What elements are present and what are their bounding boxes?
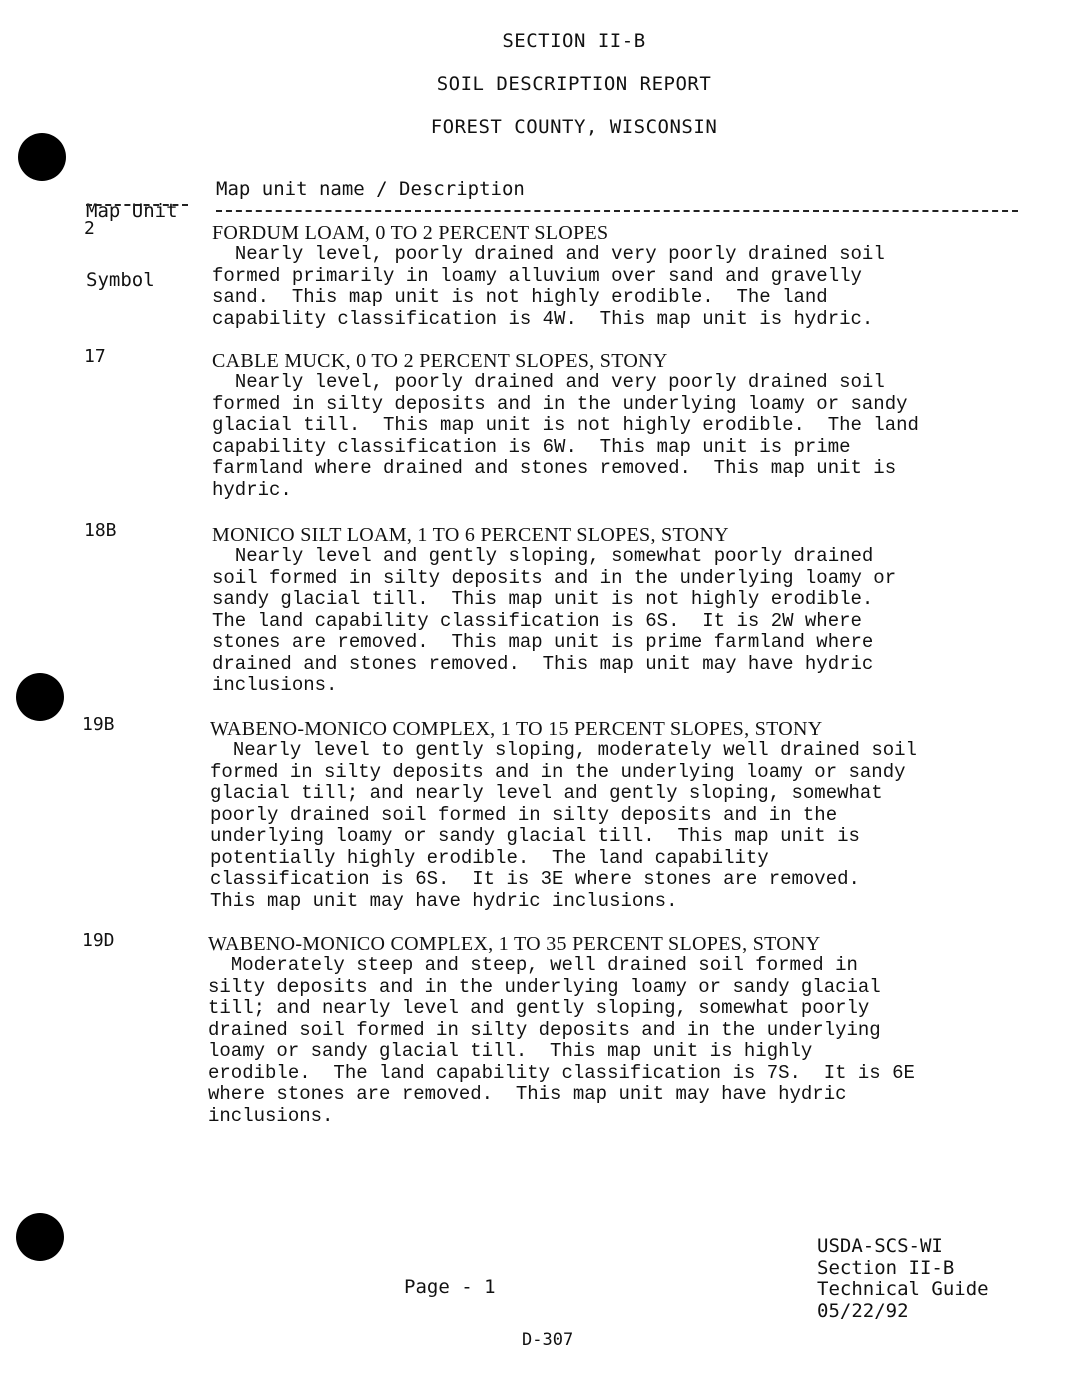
map-unit-symbol: 19B — [82, 714, 115, 735]
symbol-header-line1: Map Unit — [86, 200, 178, 222]
map-unit-name: MONICO SILT LOAM, 1 TO 6 PERCENT SLOPES, STONY — [212, 524, 729, 546]
map-unit-description: Moderately steep and steep, well drained soil formed in silty deposits and in the underlying loamy or sandy glacial till; and nearly level and gently sloping, somewhat poorly drained soil formed in silty deposits and in the underlying loamy or sandy glacial till. This map unit is highly erodible. The land capability classification is 7S. It is 6E where stones are removed. This map unit may have hydric inclusions. — [208, 954, 915, 1127]
map-unit-name: WABENO-MONICO COMPLEX, 1 TO 35 PERCENT SLOPES, STONY — [208, 933, 821, 955]
section-heading: SECTION II-B — [502, 30, 646, 52]
map-unit-description: Nearly level to gently sloping, moderately well drained soil formed in silty deposits and in the underlying loamy or sandy glacial till; and nearly level and gently sloping, somewhat poorly drained soil formed in silty deposits and in the underlying loamy or sandy glacial till. This map unit is potentially highly erodible. The land capability classification is 6S. It is 3E where stones are removed. This map unit may have hydric inclusions. — [210, 739, 917, 912]
report-location: FOREST COUNTY, WISCONSIN — [430, 116, 718, 138]
symbol-column-header — [86, 154, 178, 338]
map-unit-entry — [212, 222, 1032, 330]
map-unit-symbol: 18B — [84, 520, 117, 541]
name-column-header: Map unit name / Description — [216, 178, 525, 200]
map-unit-name: FORDUM LOAM, 0 TO 2 PERCENT SLOPES — [212, 222, 609, 244]
report-title: SOIL DESCRIPTION REPORT — [436, 73, 712, 95]
page-number: Page - 1 — [404, 1276, 496, 1298]
map-unit-symbol: 17 — [84, 346, 106, 367]
footer-date: 05/22/92 — [817, 1299, 909, 1322]
map-unit-entry — [212, 524, 1032, 697]
map-unit-entry — [210, 718, 1030, 912]
map-unit-entry — [208, 933, 1028, 1127]
footer-reference — [817, 1236, 989, 1322]
map-unit-symbol: 19D — [82, 930, 115, 951]
punch-hole-middle — [16, 673, 64, 721]
footer-section: Section II-B — [817, 1256, 955, 1279]
name-column-rule — [216, 210, 1018, 212]
map-unit-symbol: 2 — [84, 218, 95, 239]
map-unit-description: Nearly level and gently sloping, somewhat poorly drained soil formed in silty deposits and in the underlying loamy or sandy glacial till. This map unit is not highly erodible. The land capability classification is 6S. It is 2W where stones are removed. This map unit is prime farmland where drained and stones removed. This map unit may have hydric inclusions. — [212, 545, 897, 696]
punch-hole-top — [18, 133, 66, 181]
map-unit-name: WABENO-MONICO COMPLEX, 1 TO 15 PERCENT SLOPES, STONY — [210, 718, 823, 740]
map-unit-name: CABLE MUCK, 0 TO 2 PERCENT SLOPES, STONY — [212, 350, 668, 372]
document-id: D-307 — [522, 1330, 574, 1350]
symbol-column-rule — [86, 204, 188, 206]
map-unit-description: Nearly level, poorly drained and very poorly drained soil formed primarily in loamy alluvium over sand and gravelly sand. This map unit is not highly erodible. The land capability classification is 4W. This map unit is hydric. — [212, 243, 885, 330]
punch-hole-bottom — [16, 1213, 64, 1261]
map-unit-description: Nearly level, poorly drained and very poorly drained soil formed in silty deposits and in the underlying loamy or sandy glacial till. This map unit is not highly erodible. The land capability classification is 6W. This map unit is prime farmland where drained and stones removed. This map unit is hydric. — [212, 371, 919, 501]
symbol-header-line2: Symbol — [86, 269, 155, 291]
footer-agency: USDA-SCS-WI — [817, 1235, 943, 1257]
map-unit-entry — [212, 350, 1032, 501]
footer-guide: Technical Guide — [817, 1278, 989, 1300]
